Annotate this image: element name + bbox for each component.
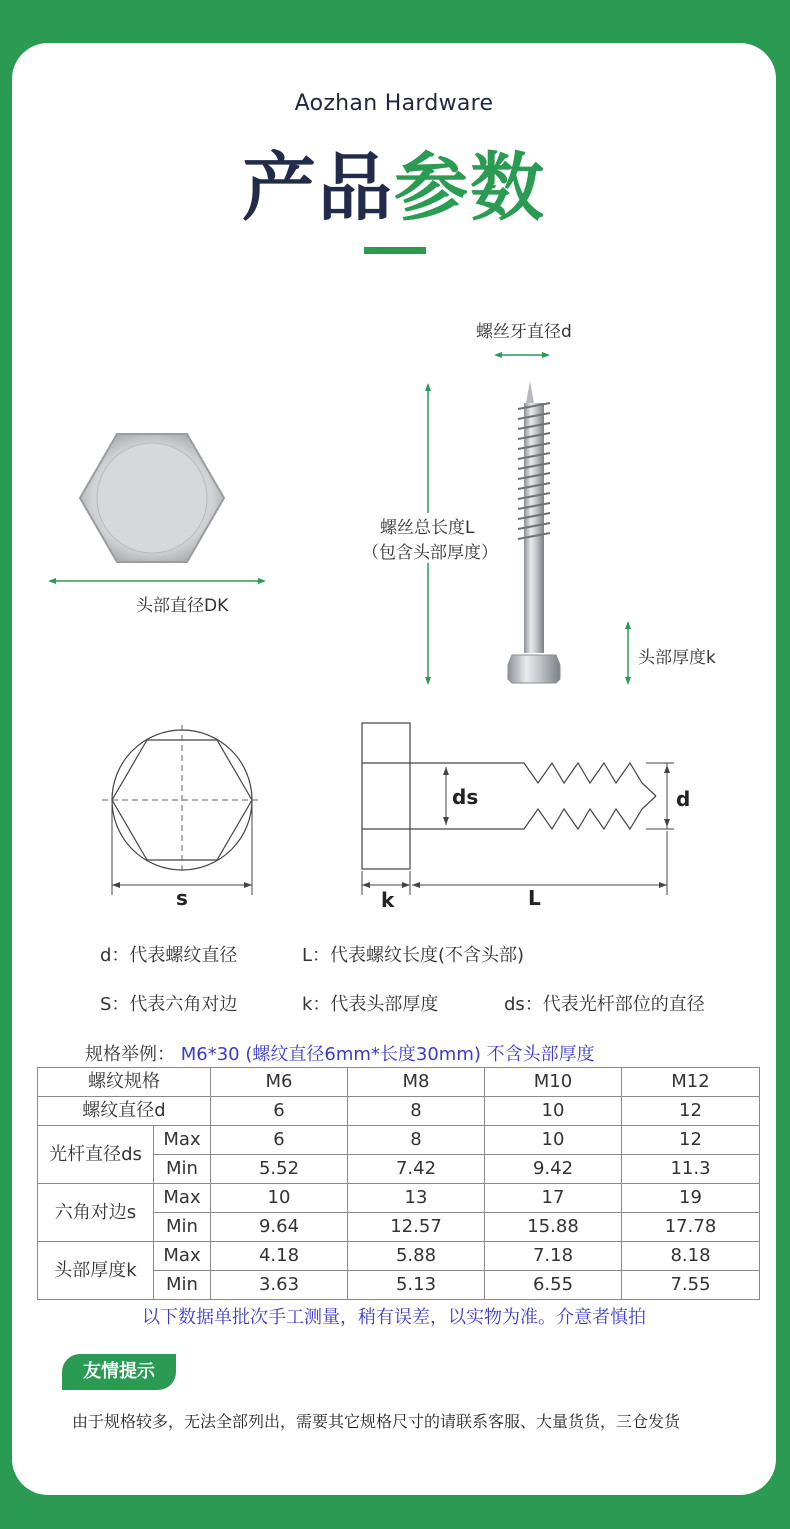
spec-table (37, 1067, 760, 1300)
product-card (12, 43, 776, 1495)
legend-k: k：代表头部厚度 (302, 994, 439, 1015)
spec-example-value: M6*30 (螺纹直径6mm*长度30mm) 不含头部厚度 (180, 1044, 595, 1065)
thread-diameter-label: 螺纹直径d (38, 1097, 211, 1126)
min-label: Min (154, 1155, 211, 1184)
tip-text: 由于规格较多，无法全部列出，需要其它规格尺寸的请联系客服、大量货货，三仓发货 (72, 1412, 681, 1431)
head-thickness-label: 头部厚度k (638, 648, 716, 668)
cell: 4.18 (211, 1242, 348, 1271)
head-label: 头部厚度k (38, 1242, 154, 1300)
dim-k: k (381, 888, 395, 912)
table-row (38, 1184, 760, 1213)
dim-L: L (528, 886, 541, 910)
legend-L: L：代表螺纹长度(不含头部) (302, 945, 525, 966)
cell: 11.3 (622, 1155, 760, 1184)
spec-example (85, 1040, 595, 1066)
cell: 12.57 (348, 1213, 485, 1242)
table-row (38, 1068, 760, 1097)
title-part-2: 参数 (394, 145, 546, 231)
cell: 7.55 (622, 1271, 760, 1300)
max-label: Max (154, 1126, 211, 1155)
table-row (38, 1097, 760, 1126)
cell: 5.52 (211, 1155, 348, 1184)
cell: 7.18 (485, 1242, 622, 1271)
header-label: 螺纹规格 (38, 1068, 211, 1097)
cell: 9.64 (211, 1213, 348, 1242)
tip-badge: 友情提示 (62, 1354, 176, 1390)
cell: 10 (211, 1184, 348, 1213)
total-length-note: （包含头部厚度） (362, 538, 498, 563)
table-row (38, 1242, 760, 1271)
brand-name: Aozhan Hardware (294, 91, 494, 116)
thread-diameter-label: 螺丝牙直径d (476, 322, 572, 342)
spec-example-label: 规格举例： (85, 1044, 175, 1065)
cell: 17.78 (622, 1213, 760, 1242)
dim-ds: ds (452, 785, 479, 809)
min-label: Min (154, 1213, 211, 1242)
cell: 12 (622, 1126, 760, 1155)
min-label: Min (154, 1271, 211, 1300)
cell: 3.63 (211, 1271, 348, 1300)
cell: 13 (348, 1184, 485, 1213)
title-part-1: 产品 (242, 145, 394, 231)
cell: 8 (348, 1126, 485, 1155)
shank-label: 光杆直径ds (38, 1126, 154, 1184)
size-m12: M12 (622, 1068, 760, 1097)
cell: 15.88 (485, 1213, 622, 1242)
head-diameter-label: 头部直径DK (136, 596, 229, 616)
total-length-label: 螺丝总长度L (380, 513, 474, 538)
legend-S: S：代表六角对边 (100, 994, 238, 1015)
hex-label: 六角对边s (38, 1184, 154, 1242)
legend-d: d：代表螺纹直径 (100, 945, 238, 966)
cell: 19 (622, 1184, 760, 1213)
cell: 5.13 (348, 1271, 485, 1300)
cell: 8.18 (622, 1242, 760, 1271)
dim-d: d (676, 787, 691, 811)
cell: 17 (485, 1184, 622, 1213)
cell: 5.88 (348, 1242, 485, 1271)
size-m6: M6 (211, 1068, 348, 1097)
cell: 6 (211, 1097, 348, 1126)
cell: 7.42 (348, 1155, 485, 1184)
table-row (38, 1126, 760, 1155)
dim-s: s (176, 886, 188, 910)
product-photo-illustration (12, 43, 776, 743)
cell: 6.55 (485, 1271, 622, 1300)
legend-ds: ds：代表光杆部位的直径 (504, 994, 705, 1015)
cell: 6 (211, 1126, 348, 1155)
size-m10: M10 (485, 1068, 622, 1097)
cell: 9.42 (485, 1155, 622, 1184)
cell: 10 (485, 1126, 622, 1155)
technical-drawing (12, 713, 776, 913)
size-m8: M8 (348, 1068, 485, 1097)
cell: 10 (485, 1097, 622, 1126)
max-label: Max (154, 1242, 211, 1271)
max-label: Max (154, 1184, 211, 1213)
cell: 12 (622, 1097, 760, 1126)
cell: 8 (348, 1097, 485, 1126)
measurement-note: 以下数据单批次手工测量，稍有误差，以实物为准。介意者慎拍 (142, 1307, 646, 1328)
